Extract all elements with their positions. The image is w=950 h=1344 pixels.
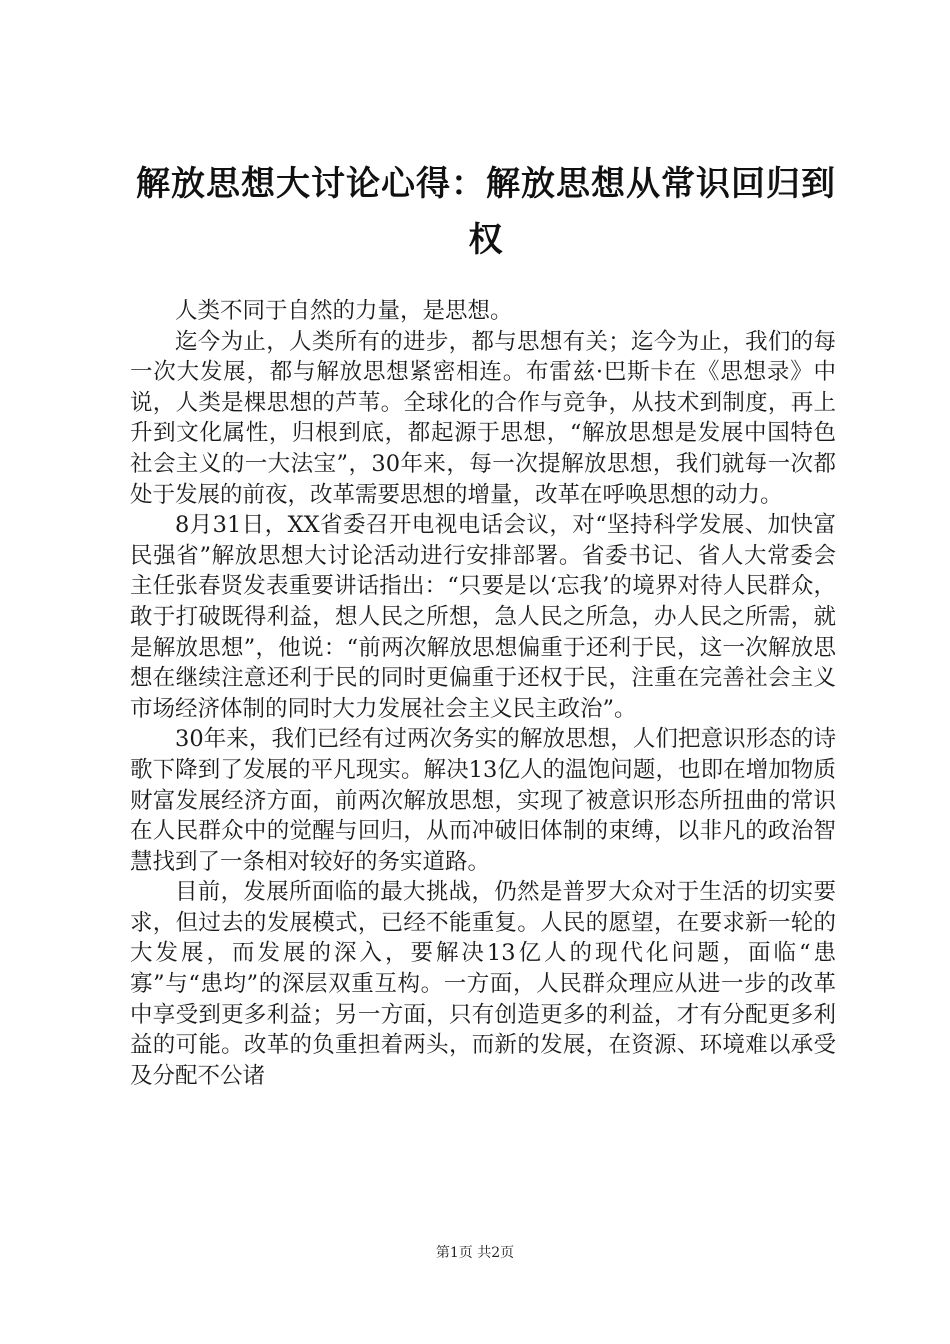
paragraph-1: 人类不同于自然的力量，是思想。 [175,298,513,324]
paragraph-5: 目前，发展所面临的最大挑战，仍然是普罗大众对于生活的切实要求，但过去的发展模式，已经不能重复。人民的愿望，在要求新一轮的大发展，而发展的深入，要解决13亿人的现代化问题，面临“患寡”与“患均”的深层双重互构。一方面，人民群众理应从进一步的改革中享受到更多利益；另一方面，只有创造更多的利益，才有分配更多利益的可能。改革的负重担着两头，而新的发展，在资源、环境难以承受及分配不公诸 [130,879,836,1089]
paragraph-3: 8月31日，XX省委召开电视电话会议，对“坚持科学发展、加快富民强省”解放思想大讨论活动进行安排部署。省委书记、省人大常委会主任张春贤发表重要讲话指出：“只要是以‘忘我’的境界对待人民群众，敢于打破既得利益，想人民之所想，急人民之所急，办人民之所需，就是解放思想”，他说：“前两次解放思想偏重于还利于民，这一次解放思想在继续注意还利于民的同时更偏重于还权于民，注重在完善社会主义市场经济体制的同时大力发展社会主义民主政治”。 [130,512,836,722]
document-body [130,296,836,1091]
paragraph-4: 30年来，我们已经有过两次务实的解放思想，人们把意识形态的诗歌下降到了发展的平凡现实。解决13亿人的温饱问题，也即在增加物质财富发展经济方面，前两次解放思想，实现了被意识形态所扭曲的常识在人民群众中的觉醒与回归，从而冲破旧体制的束缚，以非凡的政治智慧找到了一条相对较好的务实道路。 [130,726,836,875]
document-title: 解放思想大讨论心得：解放思想从常识回归到权 [136,164,836,260]
paragraph-2: 迄今为止，人类所有的进步，都与思想有关；迄今为止，我们的每一次大发展，都与解放思想紧密相连。布雷兹·巴斯卡在《思想录》中说，人类是棵思想的芦苇。全球化的合作与竞争，从技术到制度，再上升到文化属性，归根到底，都起源于思想，“解放思想是发展中国特色社会主义的一大法宝”，30年来，每一次提解放思想，我们就每一次都处于发展的前夜，改革需要思想的增量，改革在呼唤思想的动力。 [130,328,836,508]
page-footer: 第1页 共2页 [435,1245,515,1261]
